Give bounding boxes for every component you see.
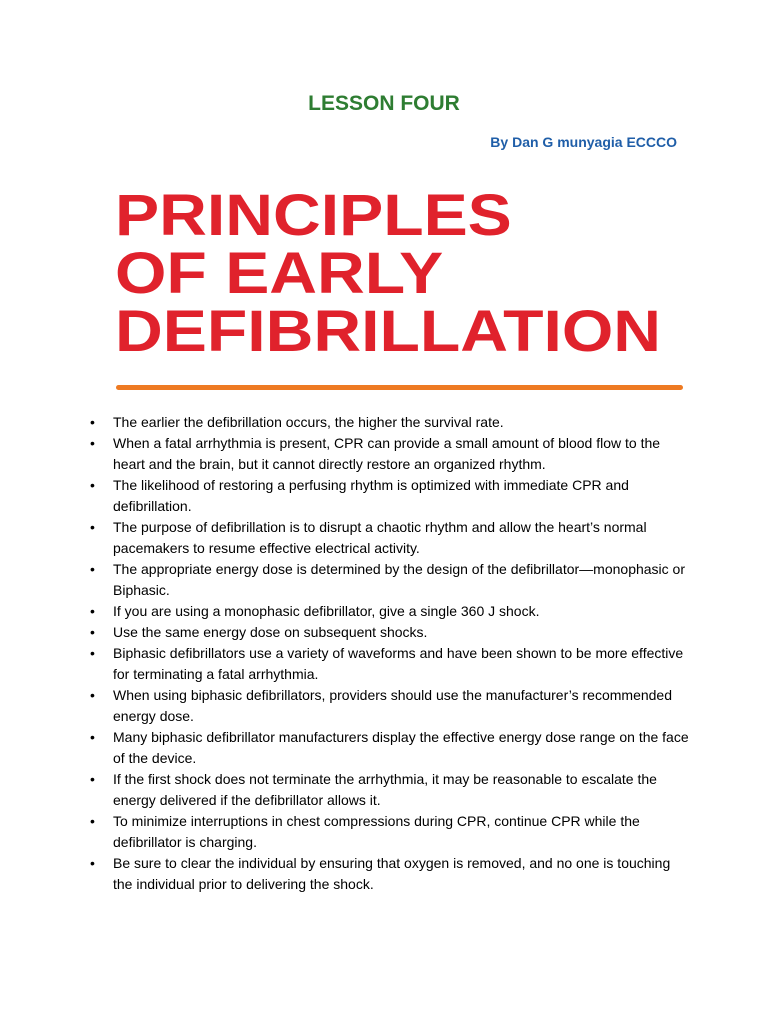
- bullet-list: [90, 412, 690, 895]
- bullet-item: [90, 559, 690, 601]
- bullet-icon: •: [90, 855, 95, 871]
- bullet-icon: •: [90, 414, 95, 430]
- bullet-item: [90, 622, 690, 643]
- bullet-text: If the first shock does not terminate the arrhythmia, it may be reasonable to escalate the energy delivered if the defibrillator allows it.: [113, 771, 657, 808]
- bullet-text: Use the same energy dose on subsequent shocks.: [113, 624, 428, 640]
- hero-title-line-1: PRINCIPLES: [115, 183, 512, 248]
- bullet-text: If you are using a monophasic defibrillator, give a single 360 J shock.: [113, 603, 540, 619]
- hero-divider-rule: [116, 385, 683, 390]
- bullet-text: The likelihood of restoring a perfusing rhythm is optimized with immediate CPR and defibrillation.: [113, 477, 629, 514]
- bullet-icon: •: [90, 687, 95, 703]
- bullet-item: [90, 475, 690, 517]
- lesson-title: LESSON FOUR: [308, 92, 460, 115]
- bullet-text: Biphasic defibrillators use a variety of waveforms and have been shown to be more effective for terminating a fatal arrhythmia.: [113, 645, 684, 682]
- bullet-icon: •: [90, 729, 95, 745]
- hero-title-line-2: OF EARLY: [115, 241, 444, 306]
- bullet-text: Be sure to clear the individual by ensuring that oxygen is removed, and no one is touching the individual prior to delivering the shock.: [113, 855, 671, 892]
- bullet-text: The purpose of defibrillation is to disrupt a chaotic rhythm and allow the heart’s normal pacemakers to resume effective electrical activity.: [113, 519, 647, 556]
- bullet-item: [90, 727, 690, 769]
- bullet-item: [90, 853, 690, 895]
- bullet-text: To minimize interruptions in chest compressions during CPR, continue CPR while the defibrillator is charging.: [113, 813, 640, 850]
- bullet-text: The earlier the defibrillation occurs, the higher the survival rate.: [113, 414, 504, 430]
- bullet-item: [90, 685, 690, 727]
- author-byline: By Dan G munyagia ECCCO: [490, 134, 677, 150]
- bullet-item: [90, 412, 690, 433]
- bullet-item: [90, 643, 690, 685]
- bullet-item: [90, 601, 690, 622]
- bullet-icon: •: [90, 624, 95, 640]
- bullet-icon: •: [90, 813, 95, 829]
- bullet-text: The appropriate energy dose is determined by the design of the defibrillator—monophasic or Biphasic.: [113, 561, 685, 598]
- bullet-icon: •: [90, 519, 95, 535]
- bullet-item: [90, 517, 690, 559]
- bullet-icon: •: [90, 435, 95, 451]
- bullet-item: [90, 769, 690, 811]
- bullet-icon: •: [90, 645, 95, 661]
- bullet-item: [90, 811, 690, 853]
- hero-banner: [115, 178, 683, 410]
- bullet-icon: •: [90, 771, 95, 787]
- bullet-icon: •: [90, 477, 95, 493]
- bullet-text: When a fatal arrhythmia is present, CPR can provide a small amount of blood flow to the heart and the brain, but it cannot directly restore an organized rhythm.: [113, 435, 661, 472]
- bullet-item: [90, 433, 690, 475]
- hero-title-line-3: DEFIBRILLATION: [115, 299, 662, 364]
- bullet-icon: •: [90, 561, 95, 577]
- bullet-text: Many biphasic defibrillator manufacturers display the effective energy dose range on the face of the device.: [113, 729, 689, 766]
- bullet-text: When using biphasic defibrillators, providers should use the manufacturer’s recommended energy dose.: [113, 687, 672, 724]
- bullet-icon: •: [90, 603, 95, 619]
